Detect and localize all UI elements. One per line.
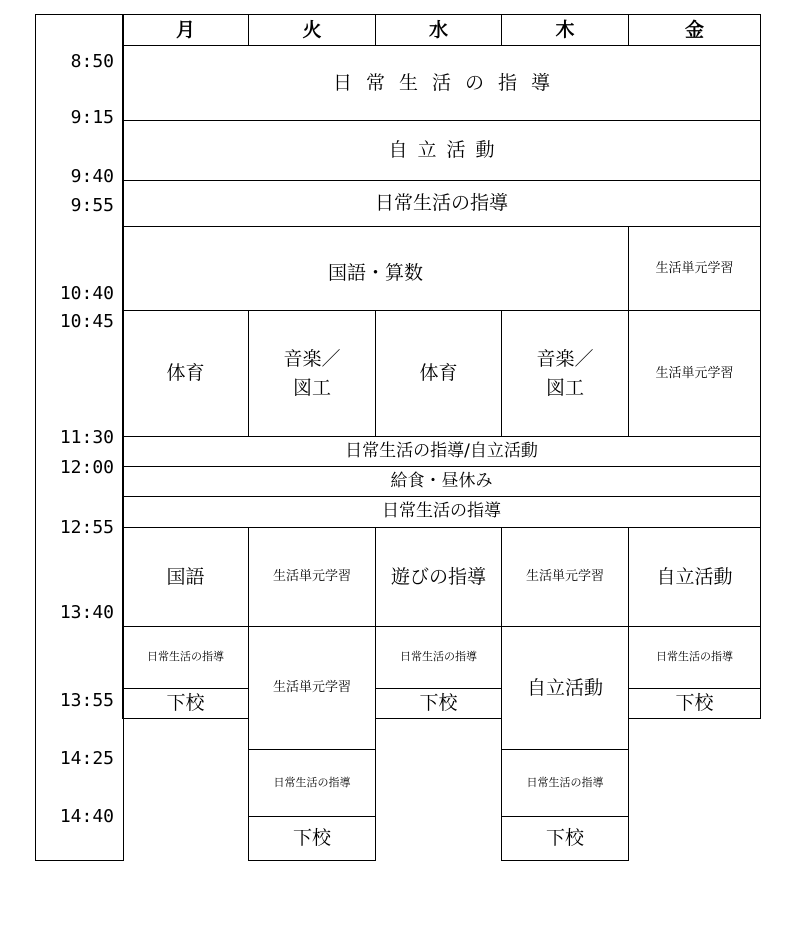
- period-daily-self: 日常生活の指導/自立活動: [122, 436, 761, 467]
- time-label: 9:55: [70, 195, 114, 216]
- period-daily-guidance: 日常生活の指導: [122, 180, 761, 227]
- wednesday-dismissal: 下校: [375, 688, 502, 719]
- time-label: 13:55: [59, 690, 114, 711]
- monday-dismissal: 下校: [122, 688, 249, 719]
- period-self-reliance: 自立活動: [122, 120, 761, 181]
- thursday-music-art: [501, 310, 629, 437]
- header-friday: 金: [628, 14, 761, 46]
- music-label: 音楽／: [283, 348, 341, 370]
- wednesday-pe: 体育: [375, 310, 502, 437]
- period-japanese-math: 国語・算数: [122, 226, 629, 311]
- header-monday: 月: [122, 14, 249, 46]
- art-label: 図工: [292, 376, 331, 399]
- monday-japanese: 国語: [122, 527, 249, 627]
- music-label: 音楽／: [536, 348, 594, 370]
- period-after-lunch: 日常生活の指導: [122, 496, 761, 528]
- period-lunch: 給食・昼休み: [122, 466, 761, 497]
- tuesday-daily-guidance: 日常生活の指導: [248, 749, 376, 817]
- time-label: 12:00: [59, 457, 114, 478]
- time-label: 13:40: [59, 602, 114, 623]
- wednesday-daily-guidance: 日常生活の指導: [375, 626, 502, 689]
- time-label: 12:55: [59, 517, 114, 538]
- time-label: 10:40: [59, 283, 114, 304]
- friday-dismissal: 下校: [628, 688, 761, 719]
- tuesday-music-art: [248, 310, 376, 437]
- tuesday-unit-learning-long: 生活単元学習: [248, 626, 376, 750]
- tuesday-dismissal: 下校: [248, 816, 376, 861]
- header-thursday: 木: [501, 14, 629, 46]
- thursday-dismissal: 下校: [501, 816, 629, 861]
- time-label: 14:25: [59, 748, 114, 769]
- tuesday-unit-learning: 生活単元学習: [248, 527, 376, 627]
- time-label: 10:45: [59, 311, 114, 332]
- thursday-unit-learning: 生活単元学習: [501, 527, 629, 627]
- monday-daily-guidance: 日常生活の指導: [122, 626, 249, 689]
- friday-daily-guidance: 日常生活の指導: [628, 626, 761, 689]
- header-tuesday: 火: [248, 14, 376, 46]
- time-label: 9:15: [70, 107, 114, 128]
- time-label: 14:40: [59, 806, 114, 827]
- friday-self-reliance: 自立活動: [628, 527, 761, 627]
- wednesday-play: 遊びの指導: [375, 527, 502, 627]
- thursday-daily-guidance: 日常生活の指導: [501, 749, 629, 817]
- header-wednesday: 水: [375, 14, 502, 46]
- monday-pe: 体育: [122, 310, 249, 437]
- thursday-self-reliance: 自立活動: [501, 626, 629, 750]
- friday-unit-learning-2: 生活単元学習: [628, 310, 761, 437]
- period-daily-guidance-morning: 日常生活の指導: [122, 45, 761, 121]
- friday-unit-learning-1: 生活単元学習: [628, 226, 761, 311]
- time-label: 9:40: [70, 166, 114, 187]
- time-label: 11:30: [59, 427, 114, 448]
- art-label: 図工: [545, 376, 584, 399]
- time-label: 8:50: [70, 51, 114, 72]
